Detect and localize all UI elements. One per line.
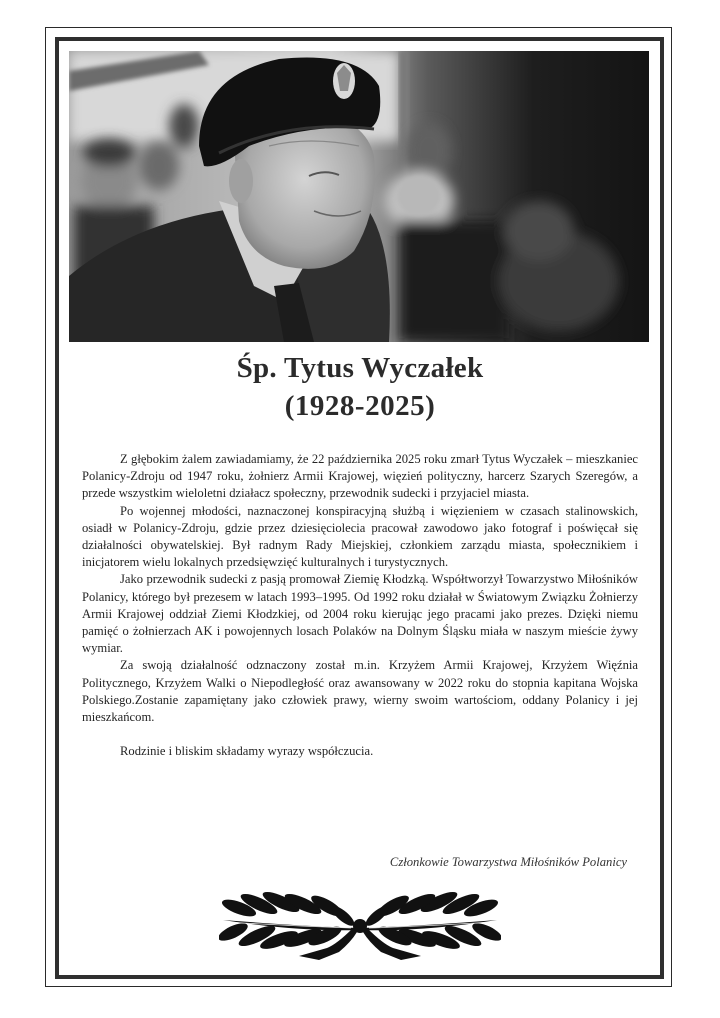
paragraph-biography: Po wojennej młodości, naznaczonej konspiracyjną służbą i więzieniem w czasach stalinowskich, osiadł w Polanicy-Zdroju, gdzie przez dziesięciolecia pracował zawodowo jako fotograf i poświęcał się działalności obywatelskiej. Był radnym Rady Miejskiej, członkiem zarządu miasta, społecznikiem i inicjatorem wielu lokalnych przedsięwzięć kulturalnych i turystycznych. [82, 503, 638, 570]
polish-eagle-icon [333, 63, 355, 99]
paragraph-decorations: Za swoją działalność odznaczony został m.in. Krzyżem Armii Krajowej, Krzyżem Więźnia Politycznego, Krzyżem Walki o Niepodległość oraz awansowany w 2022 roku do stopnia kapitana Wojska Polskiego.Zostanie zapamiętany jako człowiek prawy, wierny swoim wartościom, oddany Polanicy i jej mieszkańcom. [82, 658, 638, 725]
deceased-name: Śp. Tytus Wyczałek [236, 352, 484, 384]
paragraph-condolences: Rodzinie i bliskim składamy wyrazy współczucia. [120, 744, 374, 759]
paragraph-announcement: Z głębokim żalem zawiadamiamy, że 22 października 2025 roku zmarł Tytus Wyczałek – mieszkaniec Polanicy-Zdroju od 1947 roku, żołnierz Armii Krajowej, więzień polityczny, harcerz Szarych Szeregów, a przede wszystkim wieloletni działacz społeczny, przewodnik sudecki i przyjaciel miasta. [82, 452, 638, 501]
portrait-photo-illustration [69, 51, 649, 342]
signature: Członkowie Towarzystwa Miłośników Polanicy [389, 855, 627, 869]
laurel-wreath-icon [219, 886, 501, 966]
obituary-text [82, 451, 638, 760]
portrait-photo [69, 51, 649, 342]
life-years: (1928-2025) [284, 390, 436, 422]
paragraph-guide-activity: Jako przewodnik sudecki z pasją promował Ziemię Kłodzką. Współtworzył Towarzystwo Miłośników Polanicy, którego był prezesem w latach 1993–1995. Od 1992 roku działał w Światowym Związku Żołnierzy Armii Krajowej oddział Ziemi Kłodzkiej, od 2004 roku kierując jego pracami jako prezes. Dzięki niemu pamięć o żołnierzach AK i powojennych losach Polaków na Dolnym Śląsku miała w naszym mieście żywy wymiar. [82, 572, 638, 656]
